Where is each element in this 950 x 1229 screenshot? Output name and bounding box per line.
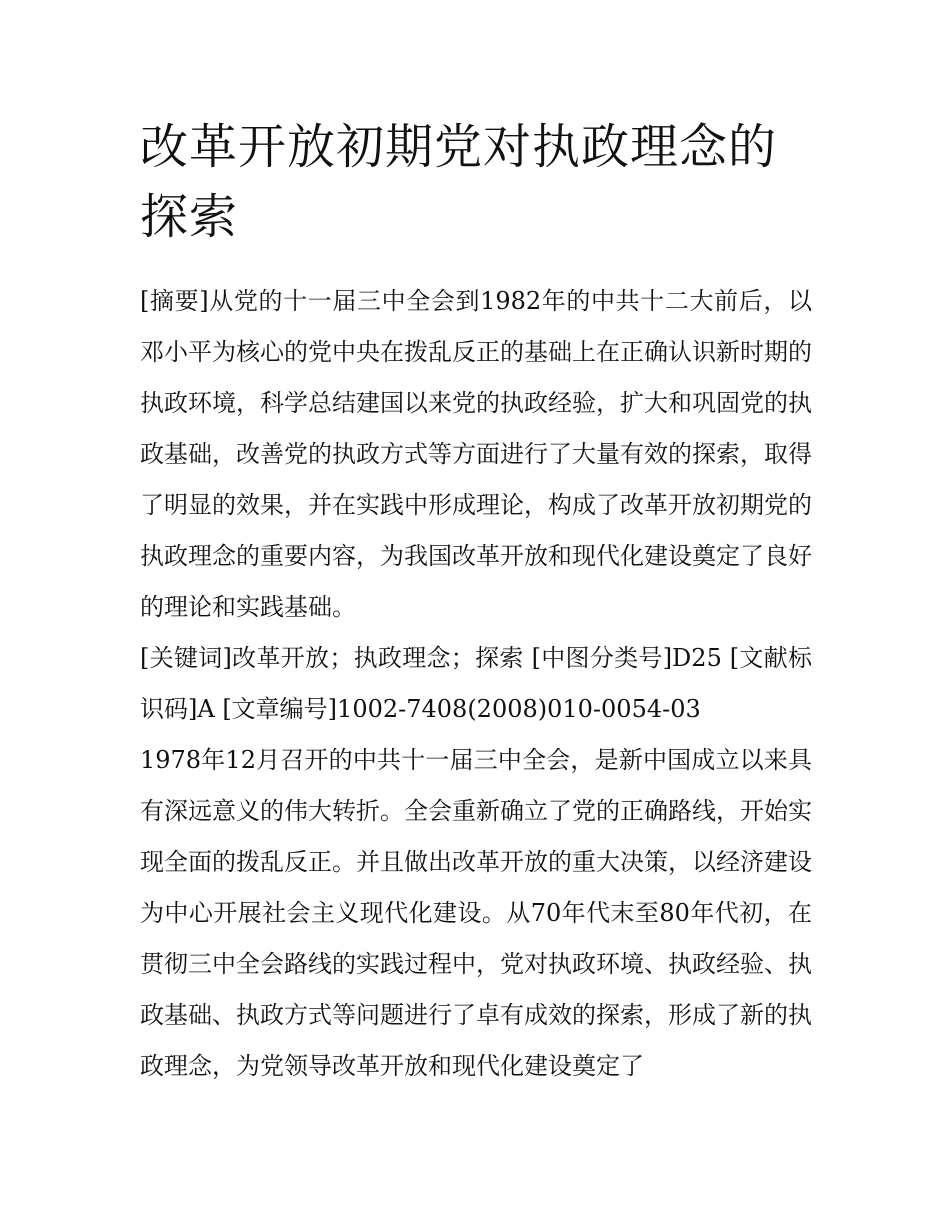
abstract-paragraph: [摘要]从党的十一届三中全会到1982年的中共十二大前后，以邓小平为核心的党中央在拨乱反正的基础上在正确认识新时期的执政环境，科学总结建国以来党的执政经验，扩大和巩固党的执政基础，改善党的执政方式等方面进行了大量有效的探索，取得了明显的效果，并在实践中形成理论，构成了改革开放初期党的执政理念的重要内容，为我国改革开放和现代化建设奠定了良好的理论和实践基础。 bbox=[140, 287, 812, 621]
document-title: 改革开放初期党对执政理念的探索 bbox=[140, 119, 778, 245]
document-page bbox=[140, 112, 812, 1092]
keywords-paragraph: [关键词]改革开放；执政理念；探索 [中图分类号]D25 [文献标识码]A [文章编号]1002-7408(2008)010-0054-03 bbox=[140, 644, 812, 723]
body-paragraph: 1978年12月召开的中共十一届三中全会，是新中国成立以来具有深远意义的伟大转折。全会重新确立了党的正确路线，开始实现全面的拨乱反正。并且做出改革开放的重大决策，以经济建设为中心开展社会主义现代化建设。从70年代末至80年代初，在贯彻三中全会路线的实践过程中，党对执政环境、执政经验、执政基础、执政方式等问题进行了卓有成效的探索，形成了新的执政理念，为党领导改革开放和现代化建设奠定了 bbox=[140, 746, 812, 1080]
